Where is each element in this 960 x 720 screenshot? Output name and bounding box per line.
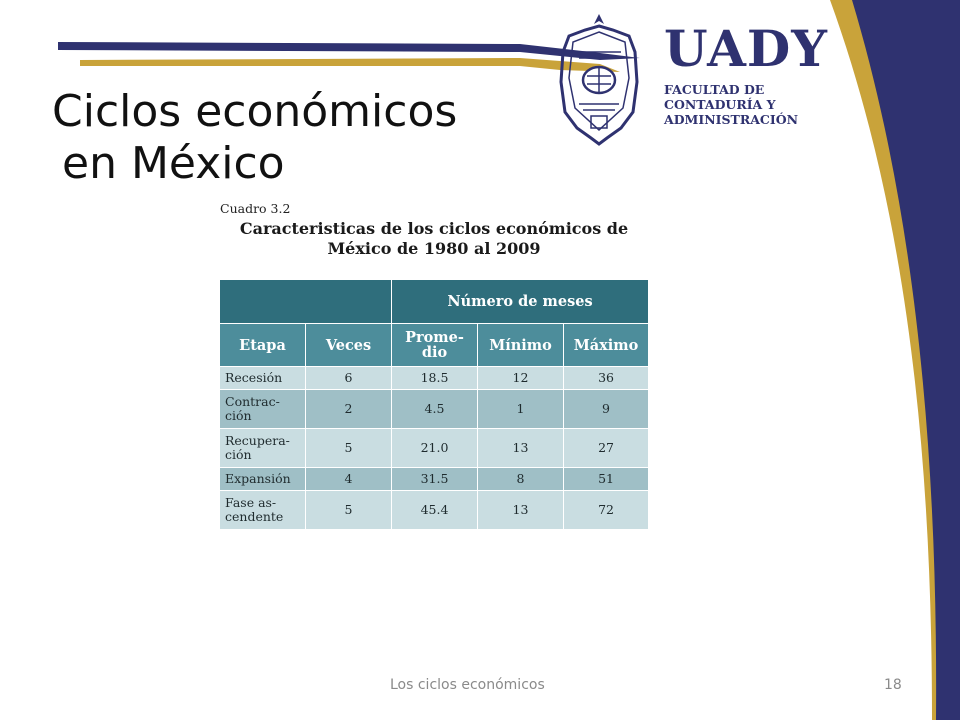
cell-promedio: 4.5 [392,390,478,429]
cell-promedio: 21.0 [392,429,478,468]
table-row [220,367,649,390]
slide-title [52,86,457,190]
slide-title-line1: Ciclos económicos [52,86,458,137]
brand-block [664,19,828,127]
cell-etapa: Contrac- ción [220,390,306,429]
slide-title-line2: en México [62,138,285,189]
faculty-line: ADMINISTRACIÓN [664,112,799,127]
cell-veces: 4 [306,468,392,491]
table-title-line2: México de 1980 al 2009 [327,239,541,258]
table-row [220,491,649,530]
cell-minimo: 1 [478,390,564,429]
cell-promedio: 18.5 [392,367,478,390]
cell-etapa: Recesión [220,367,306,390]
table-group-header: Número de meses [392,280,649,324]
table-row [220,390,649,429]
column-header-promedio: Prome- dio [392,324,478,367]
cell-veces: 2 [306,390,392,429]
table-title-line1: Caracteristicas de los ciclos económicos de [239,219,629,238]
table-title [220,219,648,259]
cell-maximo: 27 [564,429,649,468]
faculty-line: CONTADURÍA Y [664,97,776,112]
cell-veces: 6 [306,367,392,390]
faculty-line: FACULTAD DE [664,82,765,97]
cell-maximo: 72 [564,491,649,530]
cell-etapa: Expansión [220,468,306,491]
table-label: Cuadro 3.2 [220,201,291,216]
column-header-maximo: Máximo [564,324,649,367]
table-column-headers [220,324,649,367]
cell-etapa: Recupera- ción [220,429,306,468]
cell-minimo: 8 [478,468,564,491]
table-header-blank [220,280,392,324]
cell-minimo: 12 [478,367,564,390]
page-number: 18 [884,677,902,693]
cycles-table [219,279,649,530]
faculty-name [664,82,814,127]
cell-maximo: 36 [564,367,649,390]
slide-footer: Los ciclos económicos [390,677,545,693]
column-header-minimo: Mínimo [478,324,564,367]
cell-veces: 5 [306,429,392,468]
cell-minimo: 13 [478,429,564,468]
table-row [220,429,649,468]
column-header-etapa: Etapa [220,324,306,367]
cell-minimo: 13 [478,491,564,530]
cell-maximo: 51 [564,468,649,491]
column-header-veces: Veces [306,324,392,367]
university-seal-icon [557,12,641,146]
cell-promedio: 31.5 [392,468,478,491]
brand-name: UADY [664,19,828,78]
cell-etapa: Fase as- cendente [220,491,306,530]
cell-veces: 5 [306,491,392,530]
cell-maximo: 9 [564,390,649,429]
cell-promedio: 45.4 [392,491,478,530]
table-header-row [220,280,649,324]
table-row [220,468,649,491]
